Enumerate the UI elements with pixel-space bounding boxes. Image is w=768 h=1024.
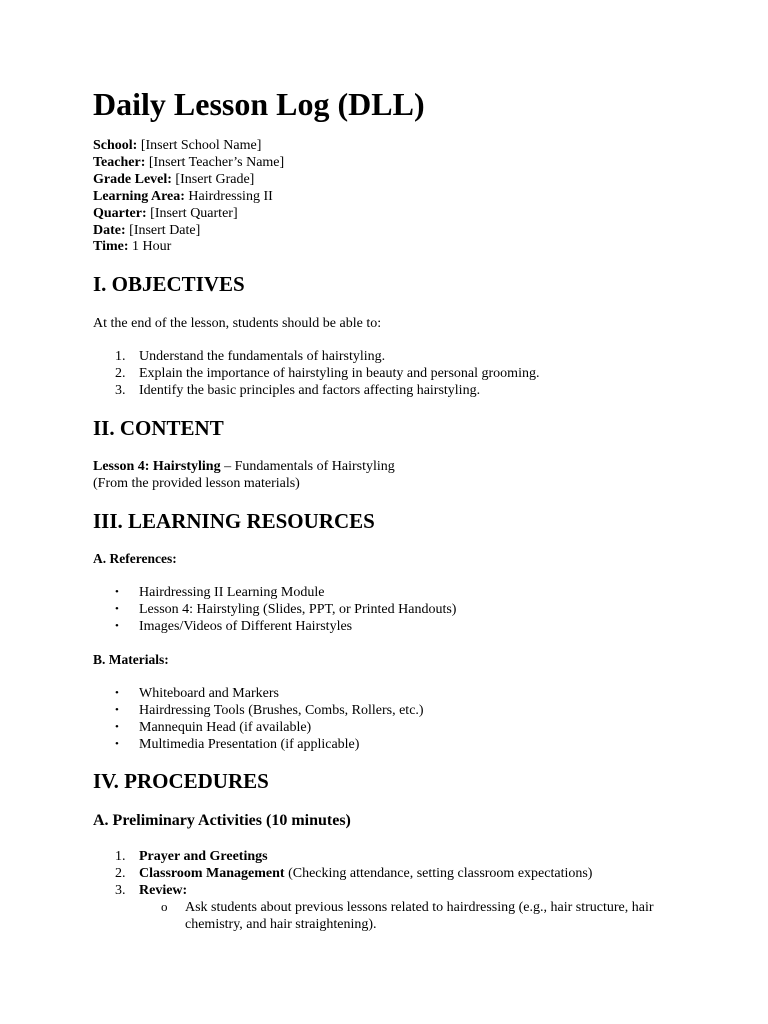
- info-learning-area: [93, 189, 284, 206]
- item-number: 1.: [115, 849, 126, 864]
- lesson-info: [93, 138, 284, 256]
- bullet-icon: •: [115, 738, 119, 750]
- preliminary-heading: A. Preliminary Activities (10 minutes): [93, 812, 351, 829]
- circle-bullet-icon: o: [161, 899, 168, 914]
- item-number: 3.: [115, 883, 126, 898]
- list-item: [93, 685, 424, 702]
- item-text: Understand the fundamentals of hairstyling.: [139, 349, 386, 364]
- content-note: (From the provided lesson materials): [93, 476, 300, 491]
- content-heading: II. CONTENT: [93, 416, 224, 440]
- list-item: [93, 365, 539, 382]
- item-text: Hairdressing II Learning Module: [139, 585, 325, 600]
- document-title: Daily Lesson Log (DLL): [93, 86, 425, 122]
- item-text: (Checking attendance, setting classroom expectations): [284, 866, 593, 881]
- procedures-heading: IV. PROCEDURES: [93, 769, 269, 793]
- bullet-icon: •: [115, 603, 119, 615]
- list-item: [93, 848, 655, 865]
- list-item: [93, 736, 424, 753]
- item-number: 2.: [115, 866, 126, 881]
- info-label: Grade Level:: [93, 171, 172, 187]
- info-value: Hairdressing II: [188, 188, 273, 204]
- list-item: [93, 348, 539, 365]
- references-list: [93, 584, 456, 635]
- item-title: Classroom Management: [139, 866, 285, 881]
- list-item: [93, 719, 424, 736]
- item-text: Whiteboard and Markers: [139, 686, 279, 701]
- list-item: [93, 618, 456, 635]
- list-item: [93, 601, 456, 618]
- list-item: [93, 584, 456, 601]
- info-time: [93, 239, 284, 256]
- bullet-icon: •: [115, 704, 119, 716]
- item-text: Lesson 4: Hairstyling (Slides, PPT, or Printed Handouts): [139, 602, 457, 617]
- info-value: [Insert Date]: [129, 222, 201, 238]
- info-school: [93, 138, 284, 155]
- objectives-list: [93, 348, 539, 399]
- info-value: [Insert Grade]: [175, 171, 255, 187]
- lesson-title: Lesson 4: Hairstyling: [93, 459, 221, 474]
- bullet-icon: •: [115, 721, 119, 733]
- materials-heading: B. Materials:: [93, 652, 169, 667]
- objectives-heading: I. OBJECTIVES: [93, 272, 245, 296]
- item-number: 3.: [115, 383, 126, 398]
- bullet-icon: •: [115, 687, 119, 699]
- info-label: School:: [93, 138, 138, 153]
- info-label: Date:: [93, 222, 126, 238]
- info-label: Teacher:: [93, 154, 146, 170]
- list-item: [93, 382, 539, 399]
- lesson-subtitle: – Fundamentals of Hairstyling: [220, 459, 395, 474]
- bullet-icon: •: [115, 620, 119, 632]
- info-label: Time:: [93, 239, 129, 255]
- info-teacher: [93, 155, 284, 172]
- info-value: [Insert School Name]: [140, 138, 262, 153]
- list-item: [93, 702, 424, 719]
- resources-heading: III. LEARNING RESOURCES: [93, 509, 375, 533]
- item-text: Mannequin Head (if available): [139, 720, 312, 735]
- content-lesson: [93, 458, 395, 475]
- objectives-intro: At the end of the lesson, students should be able to:: [93, 316, 382, 331]
- item-text: Ask students about previous lessons related to hairdressing (e.g., hair structure, hair chemistry, and hair straightening).: [185, 900, 654, 932]
- item-text: Multimedia Presentation (if applicable): [139, 737, 360, 752]
- list-item: [93, 865, 655, 882]
- info-value: [Insert Quarter]: [150, 205, 238, 221]
- info-date: [93, 223, 284, 240]
- info-value: [Insert Teacher’s Name]: [148, 154, 285, 170]
- item-text: Explain the importance of hairstyling in beauty and personal grooming.: [139, 366, 540, 381]
- info-label: Quarter:: [93, 205, 147, 221]
- item-text: Identify the basic principles and factors affecting hairstyling.: [139, 383, 481, 398]
- info-label: Learning Area:: [93, 188, 185, 204]
- references-heading: A. References:: [93, 551, 177, 566]
- materials-list: [93, 685, 424, 753]
- info-grade-level: [93, 172, 284, 189]
- list-item: [93, 882, 655, 899]
- item-title: Prayer and Greetings: [139, 849, 268, 864]
- item-number: 1.: [115, 349, 126, 364]
- item-number: 2.: [115, 366, 126, 381]
- info-quarter: [93, 206, 284, 223]
- info-value: 1 Hour: [132, 239, 172, 255]
- sub-list-item: [93, 899, 655, 933]
- item-text: Images/Videos of Different Hairstyles: [139, 619, 353, 634]
- item-title: Review:: [139, 883, 188, 898]
- procedures-list: [93, 848, 655, 933]
- item-text: Hairdressing Tools (Brushes, Combs, Rollers, etc.): [139, 703, 424, 718]
- bullet-icon: •: [115, 586, 119, 598]
